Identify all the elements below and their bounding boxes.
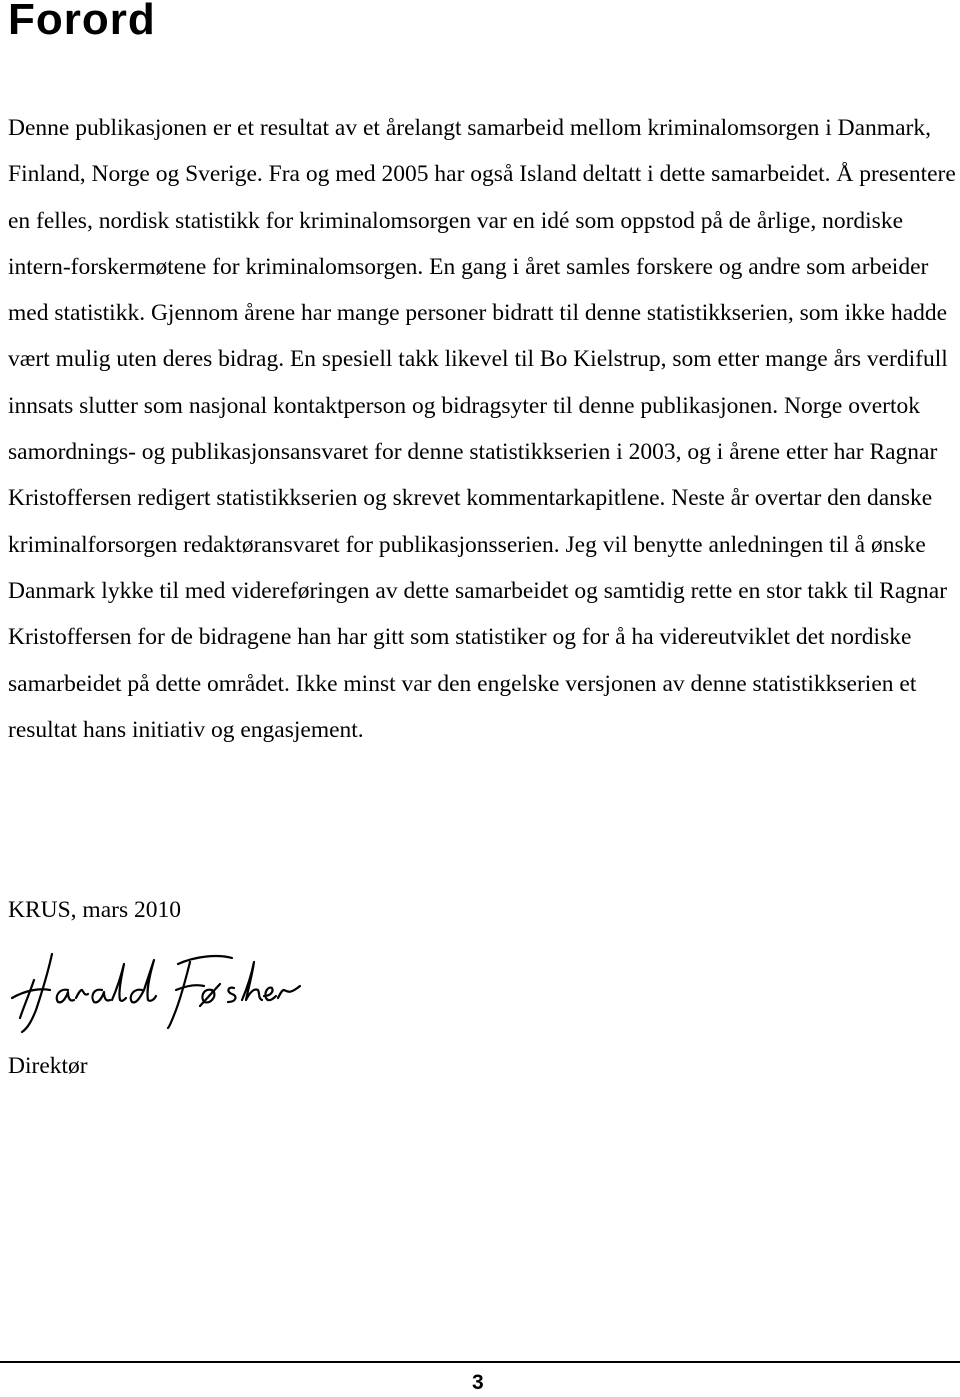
- footer-divider: [0, 1361, 960, 1363]
- signature-image: [6, 940, 302, 1036]
- body-paragraph: Denne publikasjonen er et resultat av et årelangt samarbeid mellom kriminalomsorgen i Danmark, Finland, Norge og Sverige. Fra og med 2005 har også Island deltatt i dette samarbeidet. Å presentere en felles, nordisk statistikk for kriminalomsorgen var en idé som oppstod på de årlige, nordiske intern-forskermøtene for kriminalomsorgen. En gang i året samles forskere og andre som arbeider med statistikk. Gjennom årene har mange personer bidratt til denne statistikkserien, som ikke hadde vært mulig uten deres bidrag. En spesiell takk likevel til Bo Kielstrup, som etter mange års verdifull innsats slutter som nasjonal kontaktperson og bidragsyter til denne publikasjonen. Norge overtok samordnings- og publikasjonsansvaret for denne statistikkserien i 2003, og i årene etter har Ragnar Kristoffersen redigert statistikkserien og skrevet kommentarkapitlene. Neste år overtar den danske kriminalforsorgen redaktøransvaret for publikasjonsserien. Jeg vil benytte anledningen til å ønske Danmark lykke til med videreføringen av dette samarbeidet og samtidig rette en stor takk til Ragnar Kristoffersen for de bidragene han har gitt som statistiker og for å ha videreutviklet det nordiske samarbeidet på dette området. Ikke minst var den engelske versjonen av denne statistikkserien et resultat hans initiativ og engasjement.: [8, 115, 956, 743]
- signatory-role: Direktør: [8, 1053, 88, 1079]
- place-date: KRUS, mars 2010: [8, 897, 181, 923]
- page-title: Forord: [8, 0, 156, 44]
- page-number: 3: [472, 1371, 484, 1394]
